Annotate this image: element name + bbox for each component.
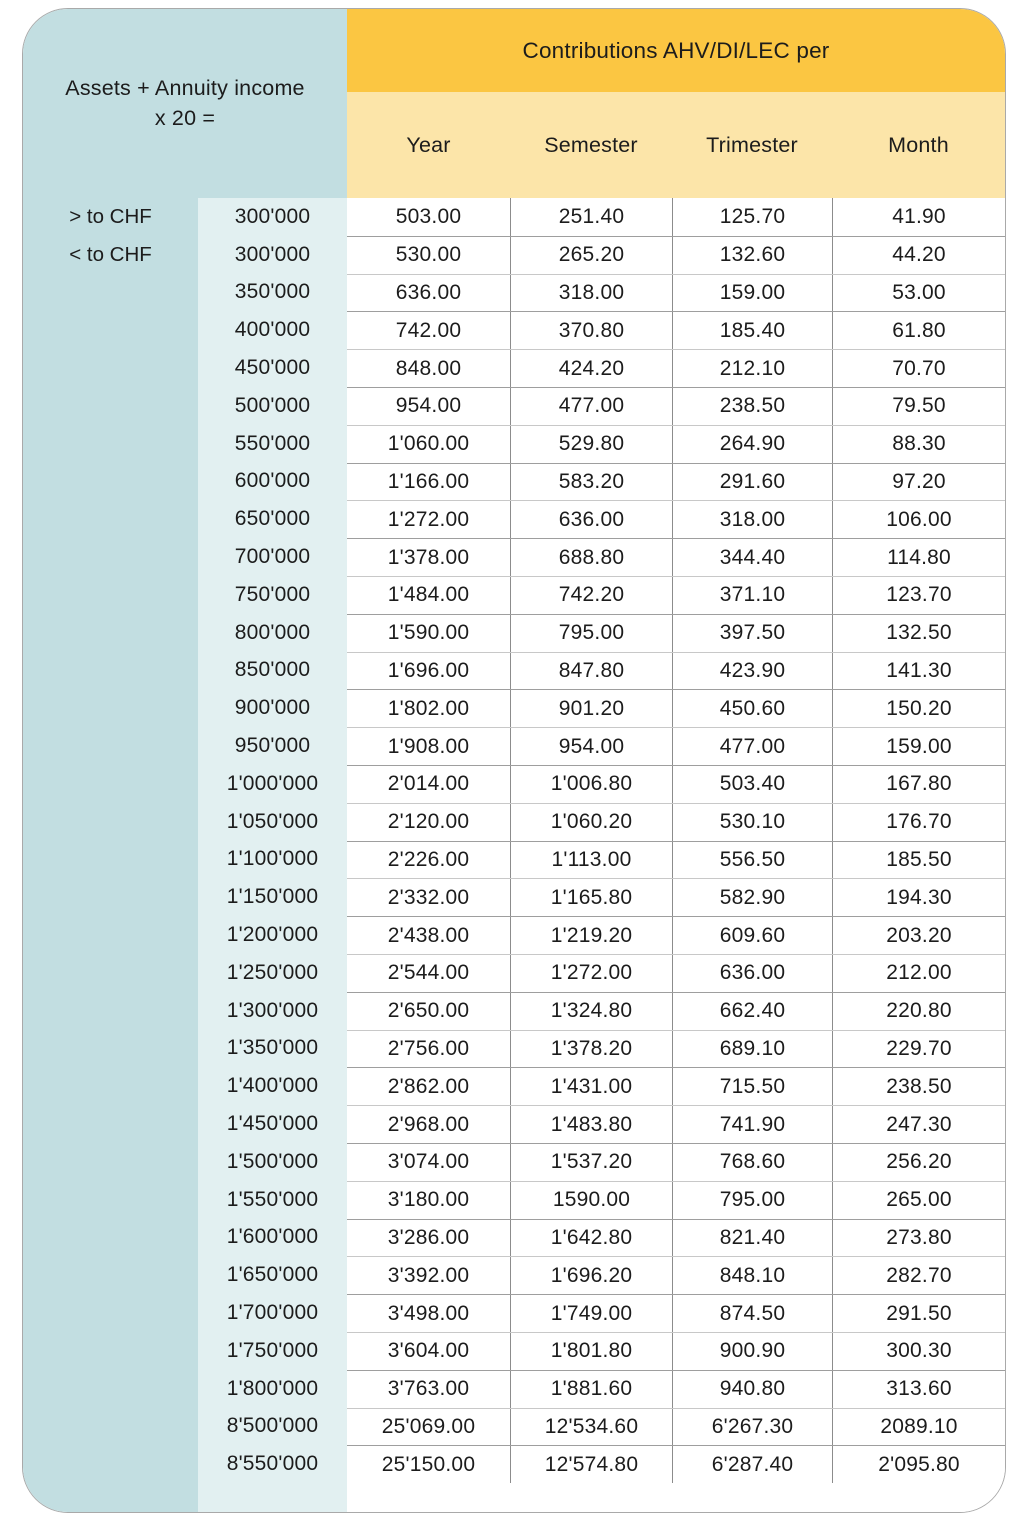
table-row [347, 500, 1005, 538]
cell-month: 176.70 [832, 804, 1005, 841]
cell-month: 247.30 [832, 1106, 1005, 1143]
cell-year: 3'763.00 [387, 1377, 470, 1401]
condition-spacer [23, 727, 198, 765]
cell-trimester: 689.10 [672, 1031, 832, 1068]
cell-month: 41.90 [832, 198, 1005, 236]
assets-amount-cell: 350'000 [234, 280, 311, 304]
table-row [347, 652, 1005, 690]
cell-semester: 1'378.20 [510, 1031, 672, 1068]
assets-column [23, 198, 347, 1512]
condition-spacer [23, 576, 198, 614]
cell-year: 25'150.00 [381, 1452, 476, 1476]
cell-year: 1'590.00 [387, 621, 470, 645]
assets-amount-cell: 450'000 [234, 356, 311, 380]
condition-spacer [23, 387, 198, 425]
condition-spacer [23, 1294, 198, 1332]
cell-year: 2'650.00 [387, 999, 470, 1023]
condition-spacer [23, 878, 198, 916]
cell-semester: 251.40 [510, 198, 672, 236]
condition-spacer [23, 841, 198, 879]
cell-year: 3'286.00 [387, 1225, 470, 1249]
assets-amount-cell: 1'100'000 [226, 847, 319, 871]
cell-month: 229.70 [832, 1031, 1005, 1068]
cell-year: 2'120.00 [387, 810, 470, 834]
cell-year: 1'272.00 [387, 507, 470, 531]
assets-amount-cell: 950'000 [234, 734, 311, 758]
contributions-header-group [347, 9, 1005, 198]
cell-trimester: 212.10 [672, 350, 832, 387]
cell-semester: 424.20 [510, 350, 672, 387]
condition-spacer [23, 311, 198, 349]
table-header [23, 9, 1005, 198]
cell-trimester: 185.40 [672, 312, 832, 349]
column-header-year: Year [406, 132, 451, 157]
column-header-semester: Semester [544, 132, 638, 157]
assets-amount-cell: 1'450'000 [226, 1112, 319, 1136]
assets-amount-cell: 8'550'000 [226, 1452, 319, 1476]
cell-trimester: 768.60 [672, 1144, 832, 1181]
table-row [347, 1370, 1005, 1408]
table-row [347, 765, 1005, 803]
condition-spacer [23, 1408, 198, 1446]
cell-month: 79.50 [832, 388, 1005, 425]
cell-trimester: 423.90 [672, 653, 832, 690]
cell-trimester: 6'287.40 [672, 1446, 832, 1483]
cell-month: 106.00 [832, 501, 1005, 538]
cell-trimester: 503.40 [672, 766, 832, 803]
cell-year: 742.00 [395, 318, 462, 342]
cell-semester: 1'483.80 [510, 1106, 672, 1143]
cell-semester: 1'749.00 [510, 1295, 672, 1332]
cell-semester: 318.00 [510, 275, 672, 312]
cell-trimester: 318.00 [672, 501, 832, 538]
cell-month: 238.50 [832, 1068, 1005, 1105]
condition-spacer [23, 1030, 198, 1068]
table-row [347, 463, 1005, 501]
cell-trimester: 371.10 [672, 577, 832, 614]
cell-month: 159.00 [832, 728, 1005, 765]
assets-amount-cell: 1'600'000 [226, 1225, 319, 1249]
cell-year: 1'802.00 [387, 696, 470, 720]
cell-month: 265.00 [832, 1182, 1005, 1219]
table-row [347, 1181, 1005, 1219]
cell-trimester: 132.60 [672, 237, 832, 274]
cell-year: 1'378.00 [387, 545, 470, 569]
cell-year: 3'180.00 [387, 1188, 470, 1212]
table-row [347, 1219, 1005, 1257]
cell-semester: 795.00 [510, 615, 672, 652]
cell-trimester: 397.50 [672, 615, 832, 652]
assets-amount-cell: 600'000 [234, 469, 311, 493]
table-row [347, 1408, 1005, 1446]
table-row [347, 1332, 1005, 1370]
condition-spacer [23, 916, 198, 954]
cell-month: 61.80 [832, 312, 1005, 349]
table-row [347, 1445, 1005, 1483]
cell-month: 123.70 [832, 577, 1005, 614]
cell-trimester: 450.60 [672, 690, 832, 727]
assets-amount-cell: 1'000'000 [226, 771, 319, 795]
cell-semester: 12'574.80 [510, 1446, 672, 1483]
cell-trimester: 582.90 [672, 879, 832, 916]
condition-spacer [23, 1067, 198, 1105]
assets-amount-cell: 900'000 [234, 696, 311, 720]
table-row [347, 425, 1005, 463]
cell-semester: 370.80 [510, 312, 672, 349]
cell-month: 167.80 [832, 766, 1005, 803]
cell-trimester: 874.50 [672, 1295, 832, 1332]
cell-year: 954.00 [395, 394, 462, 418]
cell-trimester: 636.00 [672, 955, 832, 992]
assets-amount-cell: 300'000 [234, 242, 311, 266]
cell-semester: 1'881.60 [510, 1371, 672, 1408]
cell-semester: 1590.00 [510, 1182, 672, 1219]
condition-spacer [23, 349, 198, 387]
cell-year: 2'438.00 [387, 923, 470, 947]
condition-spacer [23, 425, 198, 463]
table-row [347, 954, 1005, 992]
assets-amount-cell: 650'000 [234, 507, 311, 531]
condition-spacer [23, 1105, 198, 1143]
assets-amount-cell: 1'750'000 [226, 1338, 319, 1362]
condition-spacer [23, 1445, 198, 1483]
table-row [347, 387, 1005, 425]
cell-trimester: 556.50 [672, 842, 832, 879]
condition-spacer [23, 1370, 198, 1408]
condition-spacer [23, 274, 198, 312]
assets-amount-cell: 700'000 [234, 545, 311, 569]
assets-header-line1: Assets + Annuity income [65, 76, 305, 101]
cell-year: 2'332.00 [387, 885, 470, 909]
cell-month: 282.70 [832, 1257, 1005, 1294]
table-row [347, 803, 1005, 841]
cell-year: 503.00 [395, 204, 462, 228]
cell-semester: 1'696.20 [510, 1257, 672, 1294]
assets-header-cell [23, 9, 347, 198]
cell-year: 3'074.00 [387, 1150, 470, 1174]
condition-spacer [23, 538, 198, 576]
cell-semester: 1'272.00 [510, 955, 672, 992]
table-row [347, 614, 1005, 652]
cell-trimester: 715.50 [672, 1068, 832, 1105]
cell-trimester: 530.10 [672, 804, 832, 841]
cell-year: 1'166.00 [387, 469, 470, 493]
cell-year: 2'014.00 [387, 772, 470, 796]
cell-semester: 12'534.60 [510, 1409, 672, 1446]
cell-trimester: 662.40 [672, 993, 832, 1030]
cell-month: 220.80 [832, 993, 1005, 1030]
table-row [347, 992, 1005, 1030]
cell-semester: 742.20 [510, 577, 672, 614]
cell-semester: 477.00 [510, 388, 672, 425]
cell-year: 3'392.00 [387, 1263, 470, 1287]
cell-month: 185.50 [832, 842, 1005, 879]
cell-semester: 1'060.20 [510, 804, 672, 841]
cell-year: 530.00 [395, 243, 462, 267]
cell-year: 1'908.00 [387, 734, 470, 758]
cell-semester: 901.20 [510, 690, 672, 727]
condition-spacer [23, 954, 198, 992]
table-row [347, 274, 1005, 312]
cell-month: 300.30 [832, 1333, 1005, 1370]
cell-month: 273.80 [832, 1220, 1005, 1257]
cell-year: 2'862.00 [387, 1074, 470, 1098]
cell-month: 70.70 [832, 350, 1005, 387]
cell-month: 2'095.80 [832, 1446, 1005, 1483]
cell-trimester: 741.90 [672, 1106, 832, 1143]
cell-year: 636.00 [395, 280, 462, 304]
condition-spacer [23, 1181, 198, 1219]
cell-trimester: 125.70 [672, 198, 832, 236]
assets-header-line2: x 20 = [154, 105, 216, 130]
assets-amount-cell: 1'200'000 [226, 923, 319, 947]
assets-amount-cell: 1'650'000 [226, 1263, 319, 1287]
assets-amount-cell: 1'300'000 [226, 998, 319, 1022]
assets-amount-cell: 400'000 [234, 318, 311, 342]
cell-year: 25'069.00 [381, 1414, 476, 1438]
assets-amount-cell: 1'550'000 [226, 1187, 319, 1211]
cell-semester: 583.20 [510, 464, 672, 501]
table-row [347, 576, 1005, 614]
table-row [347, 538, 1005, 576]
table-row [347, 1105, 1005, 1143]
contributions-title: Contributions AHV/DI/LEC per [522, 37, 830, 63]
cell-month: 88.30 [832, 426, 1005, 463]
cell-trimester: 821.40 [672, 1220, 832, 1257]
table-row [347, 689, 1005, 727]
column-header-trimester: Trimester [706, 132, 798, 157]
cell-semester: 1'113.00 [510, 842, 672, 879]
cell-month: 194.30 [832, 879, 1005, 916]
assets-amount-cell: 1'500'000 [226, 1149, 319, 1173]
cell-semester: 954.00 [510, 728, 672, 765]
assets-amount-cell: 1'050'000 [226, 809, 319, 833]
cell-month: 313.60 [832, 1371, 1005, 1408]
table-row [347, 1294, 1005, 1332]
table-row [347, 727, 1005, 765]
cell-year: 3'604.00 [387, 1339, 470, 1363]
cell-semester: 1'537.20 [510, 1144, 672, 1181]
table-row [347, 198, 1005, 236]
cell-trimester: 291.60 [672, 464, 832, 501]
cell-trimester: 848.10 [672, 1257, 832, 1294]
cell-month: 53.00 [832, 275, 1005, 312]
table-row [347, 236, 1005, 274]
cell-month: 212.00 [832, 955, 1005, 992]
condition-spacer [23, 1219, 198, 1257]
cell-semester: 847.80 [510, 653, 672, 690]
cell-trimester: 264.90 [672, 426, 832, 463]
column-header-month: Month [888, 132, 949, 157]
condition-spacer [23, 463, 198, 501]
assets-amount-cell: 500'000 [234, 393, 311, 417]
contributions-columns [347, 198, 1005, 1512]
condition-spacer [23, 614, 198, 652]
cell-year: 2'756.00 [387, 1036, 470, 1060]
condition-spacer [23, 689, 198, 727]
assets-amount-cell: 8'500'000 [226, 1414, 319, 1438]
cell-trimester: 609.60 [672, 917, 832, 954]
cell-year: 2'544.00 [387, 961, 470, 985]
assets-values-subcolumn [198, 198, 347, 1512]
cell-month: 132.50 [832, 615, 1005, 652]
condition-subcolumn [23, 198, 198, 1512]
assets-amount-cell: 300'000 [234, 204, 311, 228]
cell-semester: 265.20 [510, 237, 672, 274]
condition-label: > to CHF [69, 204, 152, 228]
condition-spacer [23, 992, 198, 1030]
cell-semester: 688.80 [510, 539, 672, 576]
cell-semester: 1'324.80 [510, 993, 672, 1030]
cell-month: 44.20 [832, 237, 1005, 274]
table-row [347, 1030, 1005, 1068]
cell-trimester: 344.40 [672, 539, 832, 576]
table-body [23, 198, 1005, 1512]
cell-year: 848.00 [395, 356, 462, 380]
condition-spacer [23, 500, 198, 538]
cell-year: 1'060.00 [387, 432, 470, 456]
condition-spacer [23, 1332, 198, 1370]
cell-year: 2'226.00 [387, 847, 470, 871]
cell-month: 114.80 [832, 539, 1005, 576]
table-row [347, 1067, 1005, 1105]
cell-trimester: 159.00 [672, 275, 832, 312]
condition-spacer [23, 1256, 198, 1294]
cell-semester: 1'219.20 [510, 917, 672, 954]
condition-label: < to CHF [69, 242, 152, 266]
cell-month: 97.20 [832, 464, 1005, 501]
cell-semester: 636.00 [510, 501, 672, 538]
cell-year: 1'484.00 [387, 583, 470, 607]
assets-amount-cell: 1'350'000 [226, 1036, 319, 1060]
table-row [347, 916, 1005, 954]
table-row [347, 878, 1005, 916]
cell-month: 256.20 [832, 1144, 1005, 1181]
condition-spacer [23, 803, 198, 841]
assets-header-label [65, 74, 304, 132]
cell-trimester: 238.50 [672, 388, 832, 425]
cell-year: 2'968.00 [387, 1112, 470, 1136]
table-row [347, 1256, 1005, 1294]
assets-amount-cell: 1'400'000 [226, 1074, 319, 1098]
cell-year: 3'498.00 [387, 1301, 470, 1325]
period-columns-band [347, 92, 1005, 198]
assets-amount-cell: 800'000 [234, 620, 311, 644]
cell-semester: 1'165.80 [510, 879, 672, 916]
cell-semester: 1'642.80 [510, 1220, 672, 1257]
cell-month: 2089.10 [832, 1409, 1005, 1446]
cell-semester: 529.80 [510, 426, 672, 463]
table-row [347, 311, 1005, 349]
cell-year: 1'696.00 [387, 658, 470, 682]
assets-amount-cell: 750'000 [234, 582, 311, 606]
cell-trimester: 6'267.30 [672, 1409, 832, 1446]
assets-amount-cell: 550'000 [234, 431, 311, 455]
cell-month: 291.50 [832, 1295, 1005, 1332]
table-row [347, 841, 1005, 879]
table-row [347, 349, 1005, 387]
condition-spacer [23, 652, 198, 690]
cell-month: 141.30 [832, 653, 1005, 690]
cell-trimester: 795.00 [672, 1182, 832, 1219]
cell-semester: 1'801.80 [510, 1333, 672, 1370]
condition-spacer [23, 1143, 198, 1181]
assets-amount-cell: 1'700'000 [226, 1301, 319, 1324]
cell-trimester: 477.00 [672, 728, 832, 765]
cell-month: 150.20 [832, 690, 1005, 727]
cell-trimester: 900.90 [672, 1333, 832, 1370]
assets-amount-cell: 1'800'000 [226, 1376, 319, 1400]
cell-semester: 1'006.80 [510, 766, 672, 803]
assets-amount-cell: 1'150'000 [226, 885, 319, 909]
condition-spacer [23, 765, 198, 803]
cell-month: 203.20 [832, 917, 1005, 954]
contributions-title-band [347, 9, 1005, 92]
cell-semester: 1'431.00 [510, 1068, 672, 1105]
contributions-table-card [22, 8, 1006, 1513]
assets-amount-cell: 850'000 [234, 658, 311, 682]
assets-amount-cell: 1'250'000 [226, 960, 319, 984]
table-row [347, 1143, 1005, 1181]
cell-trimester: 940.80 [672, 1371, 832, 1408]
